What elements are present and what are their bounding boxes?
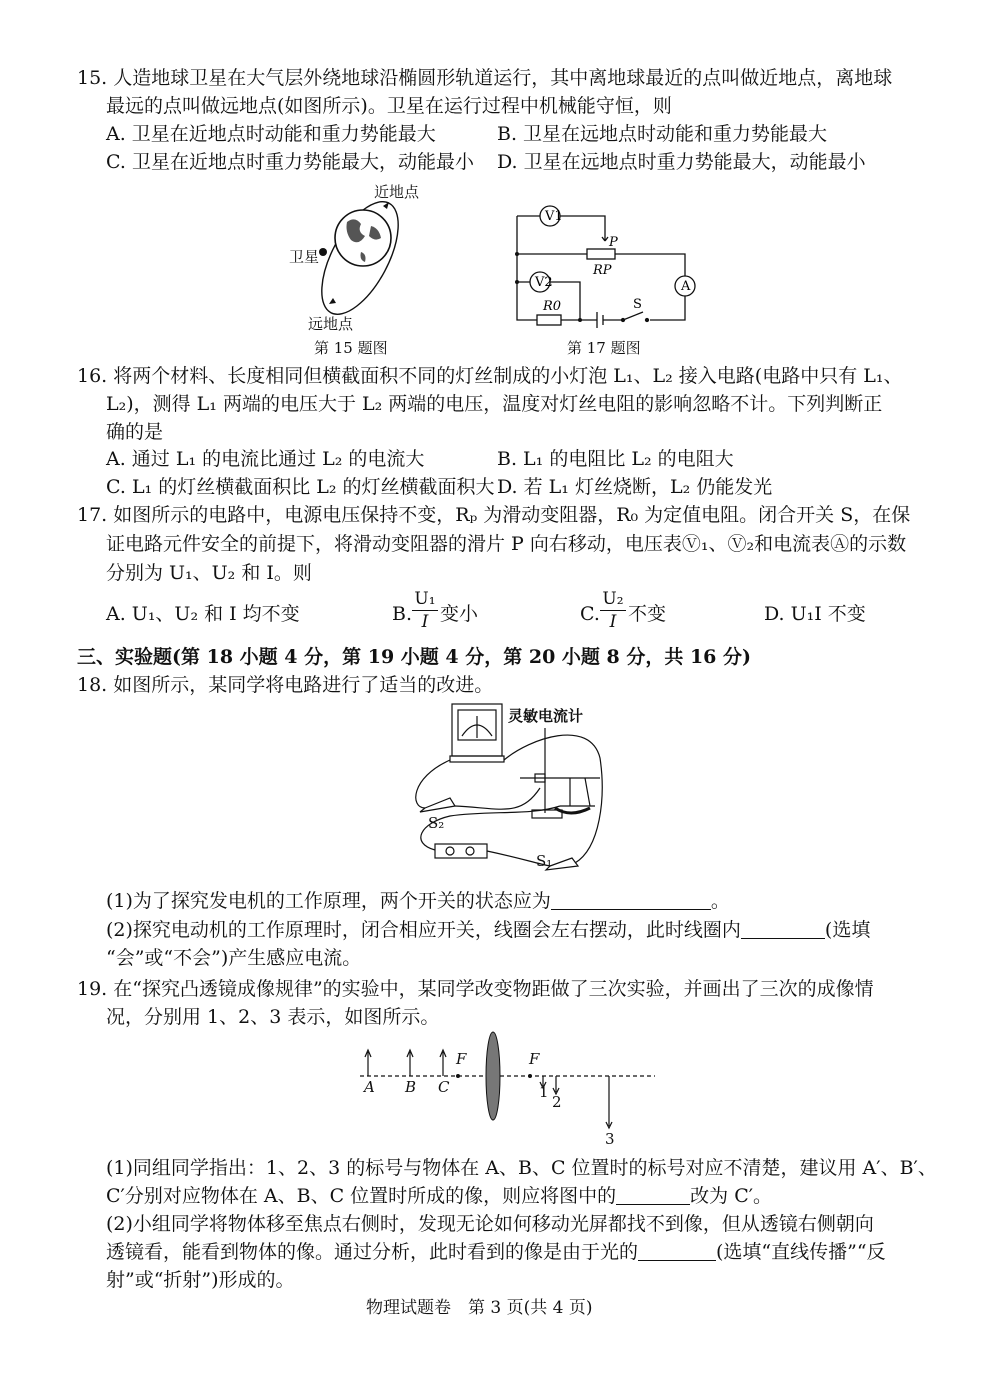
q18-part2 <box>106 918 870 942</box>
q18-part1-answer-blank[interactable] <box>551 909 711 910</box>
q15-option-a: A. 卫星在近地点时动能和重力势能最大 <box>106 123 436 145</box>
perigee-label: 近地点 <box>374 183 420 201</box>
q19-part2-answer-blank[interactable] <box>638 1260 716 1261</box>
q16-option-d: D. 若 L₁ 灯丝烧断，L₂ 仍能发光 <box>497 476 773 498</box>
q19-part2-line1: (2)小组同学将物体移至焦点右侧时，发现无论如何移动光屏都找不到像，但从透镜右侧朝向 <box>106 1213 874 1235</box>
q19-part2-line2 <box>106 1240 886 1264</box>
switch-s2-label: S₂ <box>428 814 445 832</box>
object-a-label: A <box>364 1078 375 1096</box>
q19-part2-line3: 射”或“折射”)形成的。 <box>106 1269 295 1291</box>
q16-line2: L₂)，测得 L₁ 两端的电压大于 L₂ 两端的电压，温度对灯丝电阻的影响忽略不计。下列判断正 <box>106 393 883 415</box>
image-1-label: 1 <box>539 1083 549 1101</box>
q16-line1: 16. 将两个材料、长度相同但横截面积不同的灯丝制成的小灯泡 L₁、L₂ 接入电路(电路中只有 L₁、 <box>77 365 903 387</box>
ammeter: A <box>681 279 691 294</box>
switch-s1-label: S₁ <box>536 852 553 870</box>
q17-option-a: A. U₁、U₂ 和 I 均不变 <box>106 603 300 625</box>
slider-p-label: P <box>609 235 618 250</box>
q18-part2-answer-blank[interactable] <box>741 938 825 939</box>
section-3-heading: 三、实验题(第 18 小题 4 分，第 19 小题 4 分，第 20 小题 8 分，共 16 分) <box>77 646 752 668</box>
focus-right-label: F <box>529 1050 540 1068</box>
fig15-caption: 第 15 题图 <box>314 339 388 357</box>
q15-option-b: B. 卫星在远地点时动能和重力势能最大 <box>497 123 828 145</box>
q18-part2-line2: “会”或“不会”)产生感应电流。 <box>106 947 362 969</box>
q17-line1: 17. 如图所示的电路中，电源电压保持不变，Rₚ 为滑动变阻器，R₀ 为定值电阻。闭合开关 S，在保 <box>77 504 911 526</box>
q19-part1-line2 <box>106 1184 772 1208</box>
q16-option-c: C. L₁ 的灯丝横截面积比 L₂ 的灯丝横截面积大 <box>106 476 495 498</box>
q16-line3: 确的是 <box>106 421 164 443</box>
q17-line3: 分别为 U₁、U₂ 和 I。则 <box>106 562 312 584</box>
switch-s-label: S <box>633 297 642 312</box>
lens-imaging-figure <box>350 1030 670 1150</box>
object-c-label: C <box>438 1078 450 1096</box>
q15-line1: 15. 人造地球卫星在大气层外绕地球沿椭圆形轨道运行，其中离地球最近的点叫做近地点，离地球 <box>77 67 893 89</box>
q19-part1-answer-blank[interactable] <box>616 1204 690 1205</box>
q19-part2-text: 透镜看，能看到物体的像。通过分析，此时看到的像是由于光的 <box>106 1241 639 1263</box>
q18-part2-end: (选填 <box>824 919 871 941</box>
q17-b-numerator: U₁ <box>412 588 438 611</box>
q17-option-b <box>392 602 412 626</box>
q17-c-denominator: I <box>609 612 617 632</box>
q17-option-b-letter: B. <box>392 603 413 625</box>
object-b-label: B <box>405 1078 417 1096</box>
q17-b-denominator: I <box>421 612 429 632</box>
q17-c-numerator: U₂ <box>600 588 626 611</box>
image-2-label: 2 <box>552 1093 562 1111</box>
q17-line2: 证电路元件安全的前提下，将滑动变阻器的滑片 P 向右移动，电压表Ⓥ₁、Ⓥ₂和电流表Ⓐ的示数 <box>106 533 907 555</box>
q19-part2-end: (选填“直线传播”“反 <box>716 1241 886 1263</box>
focus-left-label: F <box>456 1050 467 1068</box>
fig17-caption: 第 17 题图 <box>567 339 641 357</box>
v2-meter: V2 <box>535 275 553 290</box>
q17-option-b-tail: 变小 <box>440 603 479 625</box>
galvanometer-label: 灵敏电流计 <box>508 707 584 725</box>
satellite-label: 卫星 <box>289 248 320 266</box>
q18-part1-text: (1)为了探究发电机的工作原理，两个开关的状态应为 <box>106 890 551 912</box>
q19-line2: 况，分别用 1、2、3 表示，如图所示。 <box>106 1006 440 1028</box>
q17-option-c-fraction <box>600 588 626 633</box>
q18-part2-text: (2)探究电动机的工作原理时，闭合相应开关，线圈会左右摆动，此时线圈内 <box>106 919 741 941</box>
v1-meter: V1 <box>545 209 563 224</box>
q19-part1-end: 改为 C′。 <box>690 1185 773 1207</box>
r0-label: R0 <box>543 299 562 314</box>
q16-option-a: A. 通过 L₁ 的电流比通过 L₂ 的电流大 <box>106 448 425 470</box>
image-3-label: 3 <box>605 1130 615 1148</box>
q17-option-c: C. <box>580 603 600 625</box>
apogee-label: 远地点 <box>308 315 354 333</box>
q15-option-c: C. 卫星在近地点时重力势能最大，动能最小 <box>106 151 474 173</box>
q19-part1-line1: (1)同组同学指出：1、2、3 的标号与物体在 A、B、C 位置时的标号对应不清楚，建议用 A′、B′、 <box>106 1157 937 1179</box>
q17-option-d: D. U₁I 不变 <box>764 603 866 625</box>
q15-line2: 最远的点叫做远地点(如图所示)。卫星在运行过程中机械能守恒，则 <box>106 95 672 117</box>
q16-option-b: B. L₁ 的电阻比 L₂ 的电阻大 <box>497 448 734 470</box>
rp-label: RP <box>593 263 612 278</box>
q19-line1: 19. 在“探究凸透镜成像规律”的实验中，某同学改变物距做了三次实验，并画出了三次的成像情 <box>77 978 874 1000</box>
q17-option-b-fraction <box>412 588 438 633</box>
q18-stem: 18. 如图所示，某同学将电路进行了适当的改进。 <box>77 674 494 696</box>
q18-part1-end: 。 <box>710 890 730 912</box>
q15-option-d: D. 卫星在远地点时重力势能最大，动能最小 <box>497 151 866 173</box>
q17-option-c-tail: 不变 <box>628 603 667 625</box>
q19-part1-text: C′分别对应物体在 A、B、C 位置时所成的像，则应将图中的 <box>106 1185 617 1207</box>
page-footer: 物理试题卷 第 3 页(共 4 页) <box>366 1298 593 1318</box>
q18-part1 <box>106 889 730 913</box>
circuit-figure <box>505 196 715 331</box>
